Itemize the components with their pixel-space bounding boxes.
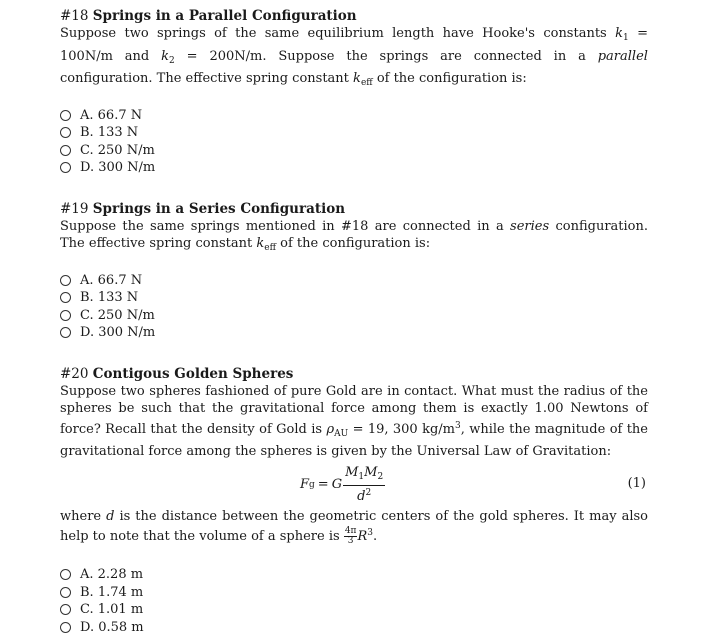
choice-option[interactable]: C. 250 N/m [60,142,648,160]
equation-number: (1) [627,475,646,491]
choice-option[interactable]: D. 300 N/m [60,159,648,177]
problem-19-title: Springs in a Series Configuration [92,200,346,217]
equation-body: F g = G $\frac{M_1M_2}{d^2}$ [300,465,384,504]
choice-option[interactable]: B. 133 N [60,124,648,142]
radio-button[interactable] [60,145,71,156]
choice-option[interactable]: B. 133 N [60,289,648,307]
problem-20-number: #20 [60,365,89,382]
radio-button[interactable] [60,275,71,286]
problem-sheet [60,8,648,636]
problem-18-text: Suppose two springs of the same equilibrium length have Hooke's constants $k_1 = 100N/m$ and $k_2 = 200N/m$. Suppose the springs are connected in a parallel configuration. The effective spring constant $k_{eff}$ of the configuration is: [60,26,648,88]
problem-19 [60,201,648,342]
problem-20-text-2: where d is the distance between the geometric centers of the gold spheres. It may also help to note that the volume of a sphere is $\frac{4\pi}{3}$ $R^3$. [60,508,648,546]
problem-19-number: #19 [60,200,89,217]
radio-button[interactable] [60,127,71,138]
choice-option[interactable]: D. 300 N/m [60,324,648,342]
problem-18 [60,8,648,177]
problem-20-heading [60,366,648,383]
choice-option[interactable]: D. 0.58 m [60,619,648,637]
radio-button[interactable] [60,327,71,338]
radio-button[interactable] [60,310,71,321]
problem-19-heading [60,201,648,218]
problem-18-choices [60,107,648,177]
radio-button[interactable] [60,162,71,173]
choice-option[interactable]: B. 1.74 m [60,584,648,602]
equation-fraction: $\frac{M_1M_2}{d^2}$ [345,465,384,504]
radio-button[interactable] [60,587,71,598]
choice-option[interactable]: A. 66.7 N [60,107,648,125]
gravitation-equation [60,466,648,504]
choice-option[interactable]: C. 250 N/m [60,307,648,325]
choice-option[interactable]: A. 66.7 N [60,272,648,290]
problem-18-heading [60,8,648,25]
radio-button[interactable] [60,604,71,615]
problem-18-title: Springs in a Parallel Configuration [92,8,357,24]
problem-19-choices [60,272,648,342]
radio-button[interactable] [60,110,71,121]
problem-20-choices [60,566,648,636]
choice-option[interactable]: C. 1.01 m [60,601,648,619]
problem-20-title: Contigous Golden Spheres [92,365,294,382]
choice-option[interactable]: A. 2.28 m [60,566,648,584]
problem-20-text: Suppose two spheres fashioned of pure Gold are in contact. What must the radius of the spheres be such that the gravitational force among them is exactly 1.00 Newtons of force? Recall that the density of Gold is $\rho_{AU} = 19$, 300 $kg/m^3$, while the magnitude of the gravitational force among the spheres is given by the Universal Law of Gravitation: [60,383,648,459]
radio-button[interactable] [60,569,71,580]
volume-fraction: $\frac{4\pi}{3}$ [344,526,357,546]
problem-18-number: #18 [60,8,89,24]
radio-button[interactable] [60,292,71,303]
problem-19-text: Suppose the same springs mentioned in #18 are connected in a series configuration. The effective spring constant $k_{eff}$ of the configuration is: [60,218,649,253]
radio-button[interactable] [60,622,71,633]
problem-20 [60,366,648,637]
